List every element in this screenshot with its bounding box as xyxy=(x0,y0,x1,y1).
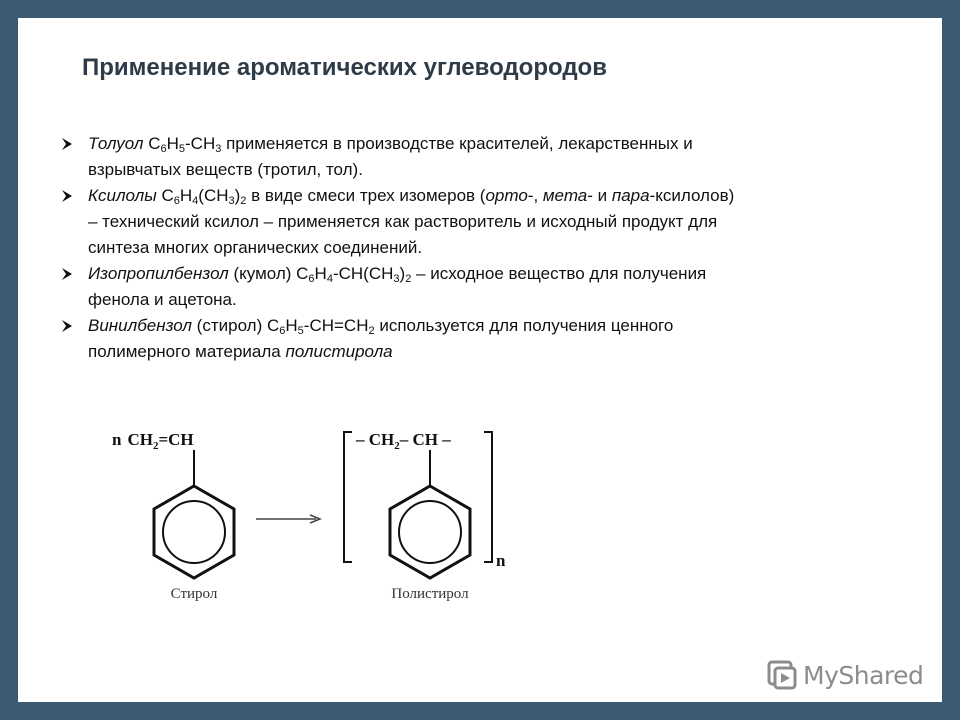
polymer-n: n xyxy=(496,551,506,570)
bullet-cumene: Изопропилбензол (кумол) $C_6H_4-CH(CH_3)_2$ – исходное вещество для получения фенола и ацетона. xyxy=(60,261,900,313)
slides-logo-icon xyxy=(765,658,799,692)
watermark-brand: MyShared xyxy=(803,660,924,690)
styrene-benzene-ring xyxy=(154,486,234,578)
polystyrene-benzene-ring xyxy=(390,486,470,578)
slide xyxy=(18,18,942,702)
left-bracket xyxy=(344,432,352,562)
right-bracket xyxy=(484,432,492,562)
reaction-arrow-icon xyxy=(256,515,320,523)
compound-name: Толуол xyxy=(88,134,144,153)
polymerization-scheme xyxy=(18,18,942,702)
monomer-label: Стирол xyxy=(170,586,218,602)
polymer-formula: – $CH_2-$ CH – xyxy=(356,430,451,452)
slide-title: Применение ароматических углеводородов xyxy=(82,54,607,81)
monomer-formula: n $CH_2=CH$ xyxy=(112,430,194,452)
compound-name: Винилбензол xyxy=(88,316,192,335)
compound-name: Ксилолы xyxy=(88,186,157,205)
polymer-label: Полистирол xyxy=(391,586,469,602)
bullet-xylenes: Ксилолы $C_6H_4(CH_3)_2$ в виде смеси трех изомеров (орто-, мета- и пара-ксилолов) – технический ксилол – применяется как растворитель и исходный продукт для синтеза многих органических соединений. xyxy=(60,183,900,261)
compound-name: Изопропилбензол xyxy=(88,264,229,283)
bullet-toluene: Толуол $C_6H_5-CH_3$ применяется в производстве красителей, лекарственных и взрывчатых веществ (тротил, тол). xyxy=(60,131,900,183)
bullet-styrene: Винилбензол (стирол) $C_6H_5-CH=CH_2$ используется для получения ценного полимерного материала полистирола xyxy=(60,313,900,365)
myshared-watermark xyxy=(765,658,923,692)
